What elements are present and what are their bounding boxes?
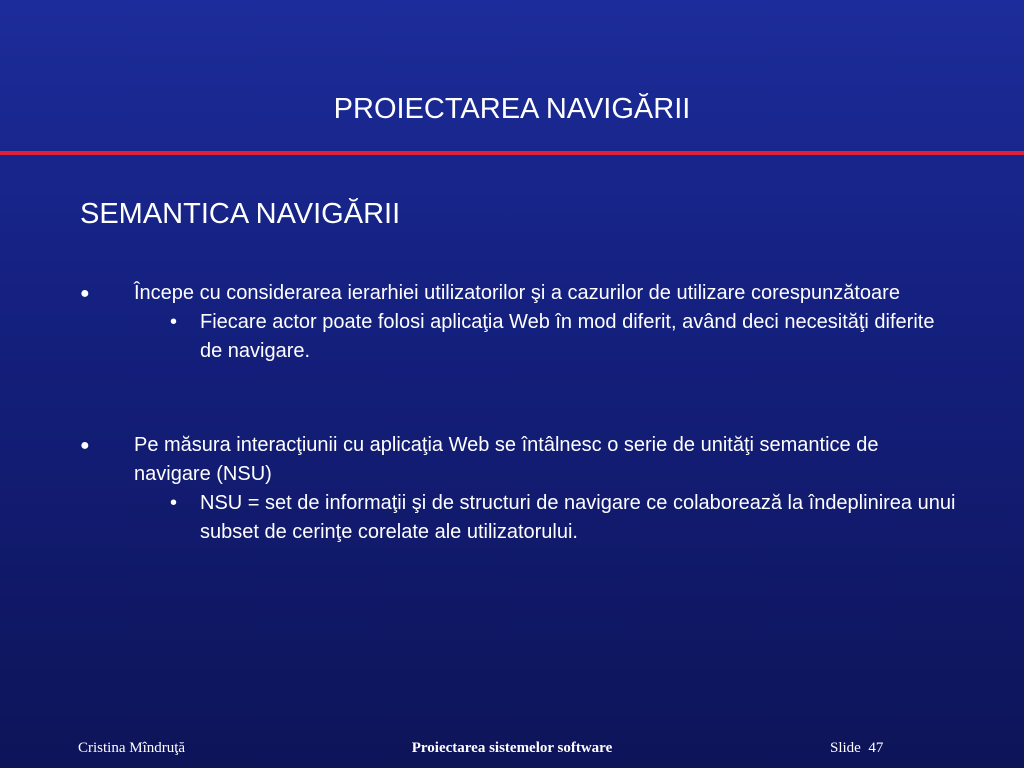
sub-bullet-marker-icon: • [170, 492, 178, 514]
sub-bullet-text: Fiecare actor poate folosi aplicaţia Web în mod diferit, având deci necesităţi diferite de navigare. [200, 311, 935, 362]
sub-bullet-item [170, 489, 960, 547]
bullet-text: Pe măsura interacţiunii cu aplicaţia Web se întâlnesc o serie de unităţi semantice de navigare (NSU) [134, 434, 879, 485]
bullet-item-2 [80, 431, 960, 547]
sub-bullet-text: NSU = set de informaţii şi de structuri de navigare ce colaborează la îndeplinirea unui subset de cerinţe corelate ale utilizatorului. [200, 492, 956, 543]
title-divider [0, 151, 1024, 155]
footer-author: Cristina Mîndruţă [78, 740, 186, 756]
sub-bullet-marker-icon: • [170, 311, 178, 333]
slide-title: PROIECTAREA NAVIGĂRII [333, 93, 691, 125]
sub-bullet-item [170, 308, 960, 366]
bullet-text: Începe cu considerarea ierarhiei utilizatorilor şi a cazurilor de utilizare corespunzătoare [134, 282, 900, 304]
bullet-dot-icon: ● [80, 437, 90, 454]
footer-course: Proiectarea sistemelor software [411, 740, 613, 756]
footer-slide-number: Slide 47 [830, 740, 884, 756]
section-heading: SEMANTICA NAVIGĂRII [80, 198, 401, 230]
bullet-item-1 [80, 279, 960, 366]
bullet-dot-icon: ● [80, 285, 90, 302]
